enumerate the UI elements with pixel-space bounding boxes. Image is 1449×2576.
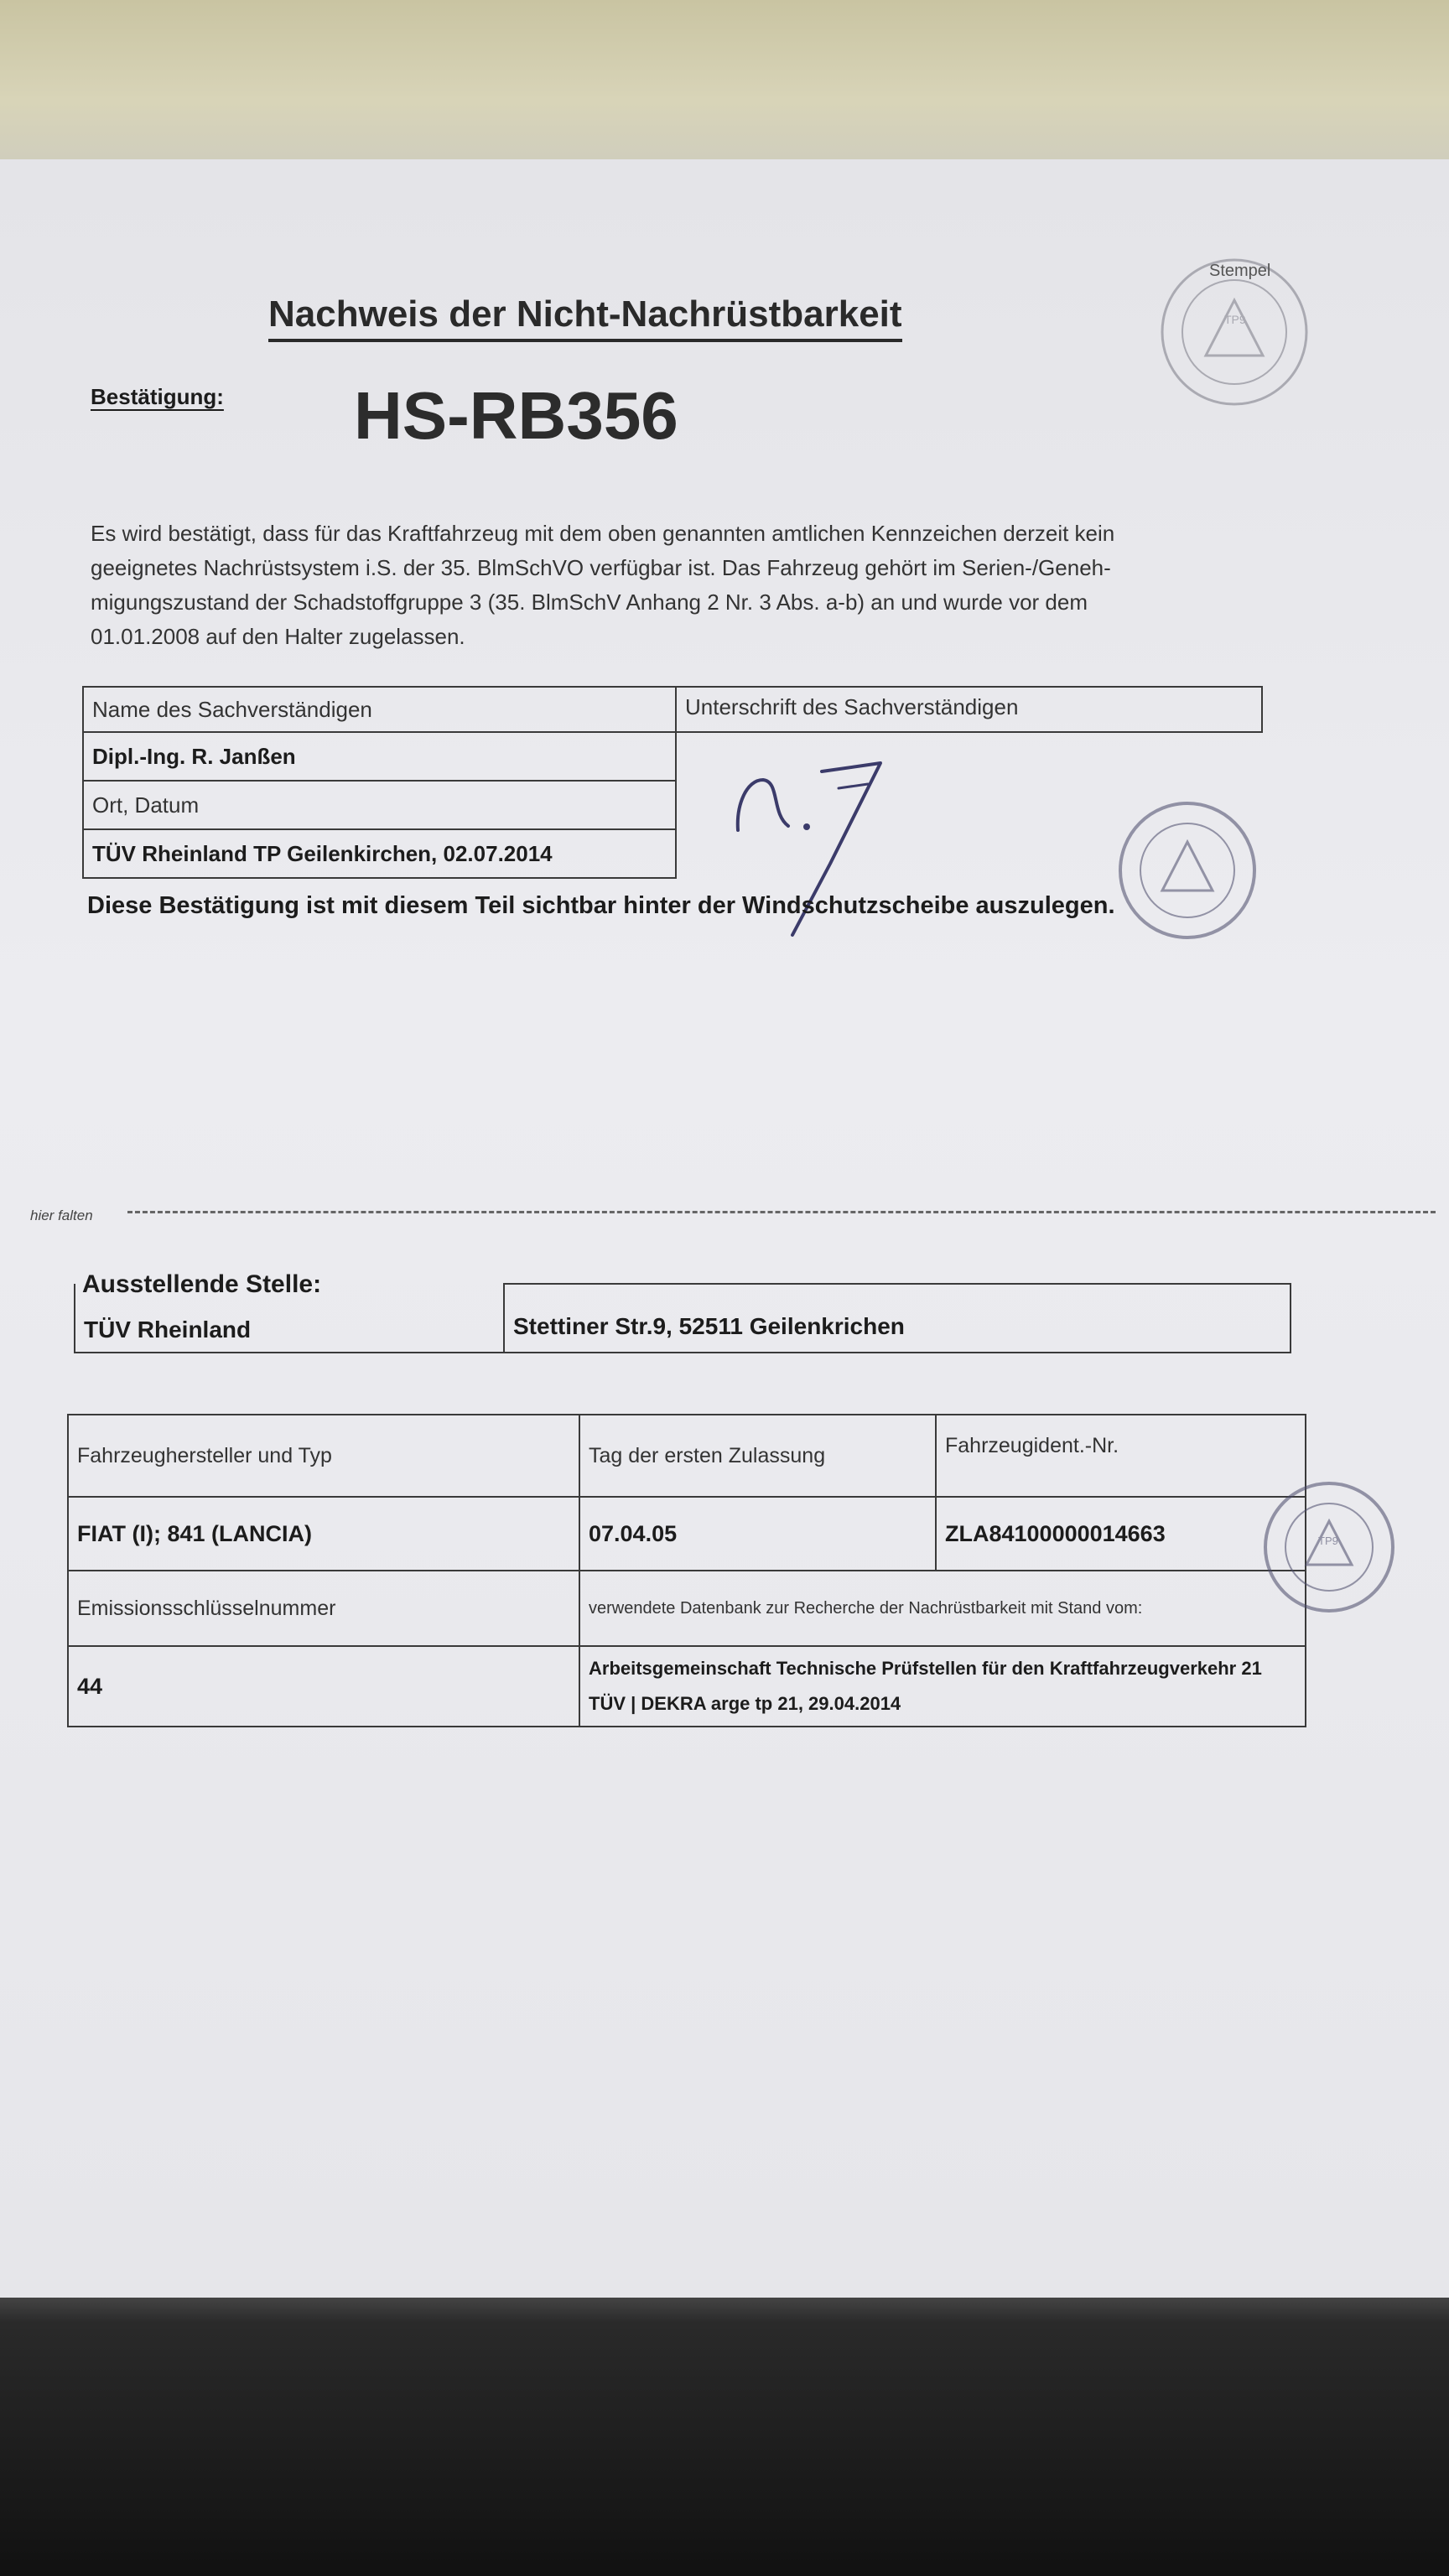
intro-line: Es wird bestätigt, dass für das Kraftfahrzeug mit dem oben genannten amtlichen Kennzeichen derzeit kein	[91, 521, 1115, 546]
expert-name-label: Name des Sachverständigen	[83, 687, 676, 732]
vehicle-table	[67, 1414, 1306, 1727]
issuer-address: Stettiner Str.9, 52511 Geilenkrichen	[504, 1284, 1291, 1353]
emission-key-label: Emissionsschlüsselnummer	[68, 1571, 579, 1646]
fold-label: hier falten	[30, 1208, 93, 1223]
issuer-table	[74, 1283, 1291, 1353]
issuer-heading: Ausstellende Stelle:	[82, 1270, 322, 1298]
signature-label: Unterschrift des Sachverständigen	[676, 687, 1262, 732]
intro-paragraph	[91, 517, 1265, 654]
intro-line: migungszustand der Schadstoffgruppe 3 (35. BlmSchV Anhang 2 Nr. 3 Abs. a-b) an und wurde vor dem	[91, 589, 1088, 615]
first-registration-value: 07.04.05	[579, 1497, 936, 1571]
intro-line: 01.01.2008 auf den Halter zugelassen.	[91, 624, 465, 649]
issuer-name: TÜV Rheinland	[75, 1284, 504, 1353]
fold-line	[127, 1211, 1436, 1213]
expert-table	[82, 686, 1263, 879]
stamp-label: Stempel	[1209, 262, 1271, 280]
display-notice: Diese Bestätigung ist mit diesem Teil sichtbar hinter der Windschutzscheibe auszulegen.	[87, 892, 1115, 919]
expert-name-value: Dipl.-Ing. R. Janßen	[83, 732, 676, 781]
place-date-label: Ort, Datum	[83, 781, 676, 829]
intro-line: geeignetes Nachrüstsystem i.S. der 35. BlmSchVO verfügbar ist. Das Fahrzeug gehört im Serien-/Geneh-	[91, 555, 1111, 580]
database-label: verwendete Datenbank zur Recherche der Nachrüstbarkeit mit Stand vom:	[579, 1571, 1306, 1646]
emission-key-value: 44	[68, 1646, 579, 1727]
background-desk	[0, 2298, 1449, 2576]
vin-value: ZLA84100000014663	[936, 1497, 1306, 1571]
manufacturer-label: Fahrzeughersteller und Typ	[68, 1415, 579, 1497]
manufacturer-value: FIAT (I); 841 (LANCIA)	[68, 1497, 579, 1571]
svg-text:TP9: TP9	[1224, 313, 1246, 326]
license-plate: HS-RB356	[354, 378, 678, 453]
svg-text:TP9: TP9	[1318, 1535, 1338, 1547]
document-sheet	[0, 159, 1449, 2298]
document-title: Nachweis der Nicht-Nachrüstbarkeit	[268, 293, 902, 342]
stamp-seal-vehicle	[1258, 1476, 1400, 1618]
vin-label: Fahrzeugident.-Nr.	[936, 1415, 1306, 1497]
database-value: Arbeitsgemeinschaft Technische Prüfstellen für den Kraftfahrzeugverkehr 21 TÜV | DEKRA arge tp 21, 29.04.2014	[579, 1646, 1306, 1727]
place-date-value: TÜV Rheinland TP Geilenkirchen, 02.07.2014	[83, 829, 676, 878]
first-registration-label: Tag der ersten Zulassung	[579, 1415, 936, 1497]
stamp-seal-middle	[1112, 795, 1263, 946]
confirmation-label: Bestätigung:	[91, 384, 224, 409]
